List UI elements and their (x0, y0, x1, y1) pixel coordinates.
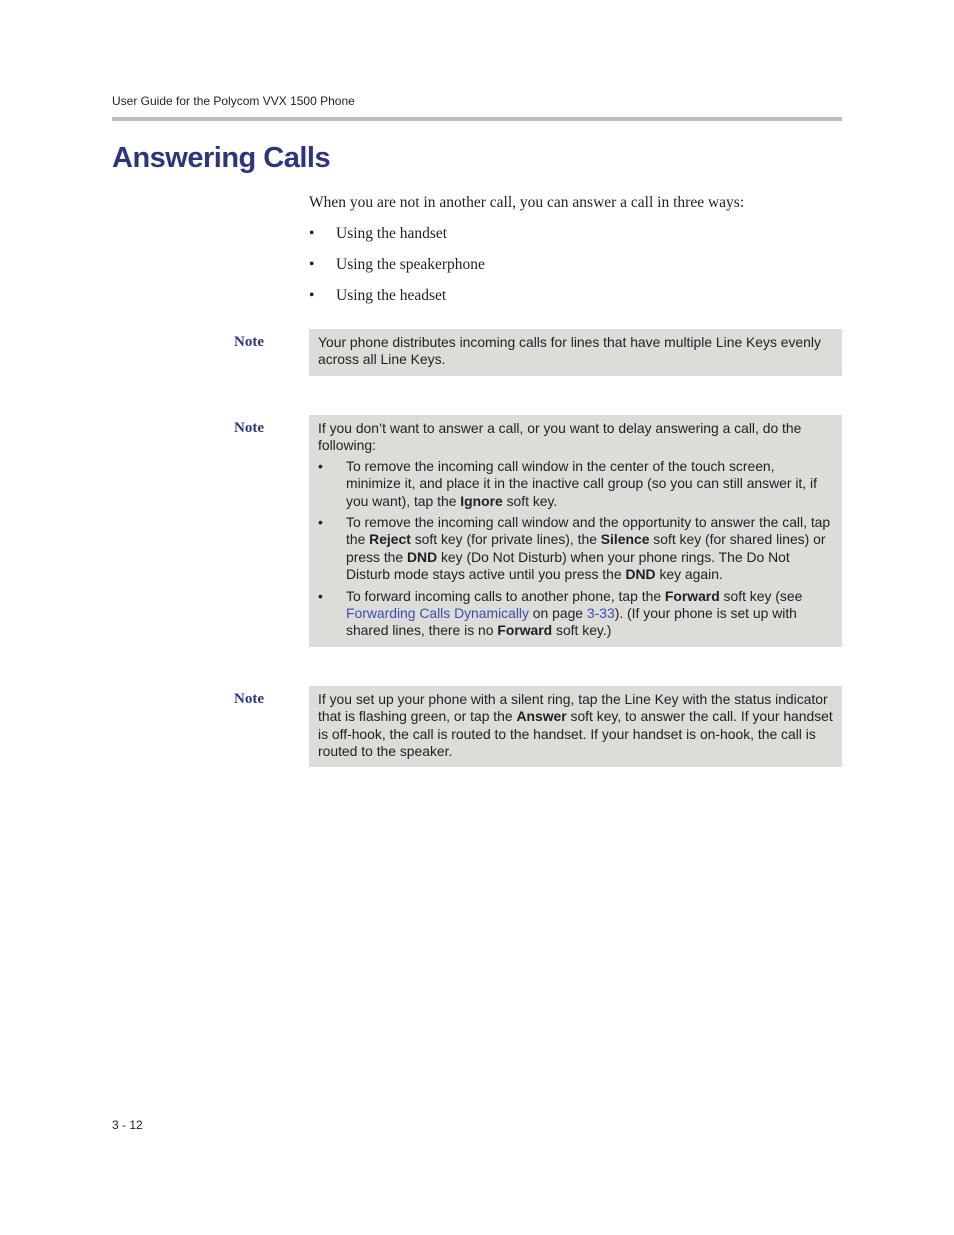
intro-paragraph: When you are not in another call, you can answer a call in three ways: (309, 194, 745, 211)
page-reference-link[interactable]: 3-33 (586, 605, 615, 622)
page-number: 3 - 12 (112, 1118, 143, 1132)
forwarding-calls-link[interactable]: Forwarding Calls Dynamically (346, 605, 529, 622)
list-item: • Using the speakerphone (309, 256, 485, 273)
note-label: Note (234, 334, 264, 350)
note-text: If you set up your phone with a silent ring, tap the Line Key with the status indicator that is flashing green, or tap the Answer soft key, to answer the call. If your handset is off-hook, the call is routed to the handset. If your handset is on-hook, the call is routed to the speaker. (318, 691, 833, 760)
list-item: • To remove the incoming call window in the center of the touch screen, minimize it, and place it in the inactive call group (so you can still answer it, if you want), tap the Ignore soft key. (318, 457, 817, 509)
running-header: User Guide for the Polycom VVX 1500 Phone (112, 94, 355, 108)
list-item: • To forward incoming calls to another phone, tap the Forward soft key (see Forwarding Calls Dynamically on page 3-33). (If your phone is set up with shared lines, there is no Forward soft key.) (318, 587, 803, 639)
bullet-icon: • (318, 457, 323, 474)
note-text: If you don’t want to answer a call, or you want to delay answering a call, do the following: (318, 420, 802, 454)
note-box (309, 686, 842, 767)
bullet-icon: • (309, 287, 315, 304)
header-rule (112, 117, 842, 121)
note-label: Note (234, 691, 264, 707)
list-item: • Using the handset (309, 225, 448, 242)
bullet-icon: • (318, 514, 323, 531)
list-item: • Using the headset (309, 287, 447, 304)
note-box (309, 415, 842, 647)
bullet-icon: • (309, 225, 315, 242)
note-box (309, 329, 842, 376)
note-label: Note (234, 420, 264, 436)
page-title: Answering Calls (112, 142, 331, 174)
note-text: Your phone distributes incoming calls for lines that have multiple Line Keys evenly across all Line Keys. (318, 334, 821, 368)
note-list (318, 458, 833, 640)
bullet-icon: • (318, 587, 323, 604)
list-item: • To remove the incoming call window and the opportunity to answer the call, tap the Reject soft key (for private lines), the Silence soft key (for shared lines) or press the DND key (Do Not Disturb) when your phone rings. The Do Not Disturb mode stays active until you press the DND key again. (318, 514, 831, 583)
answer-methods-list (309, 225, 485, 318)
bullet-icon: • (309, 256, 315, 273)
